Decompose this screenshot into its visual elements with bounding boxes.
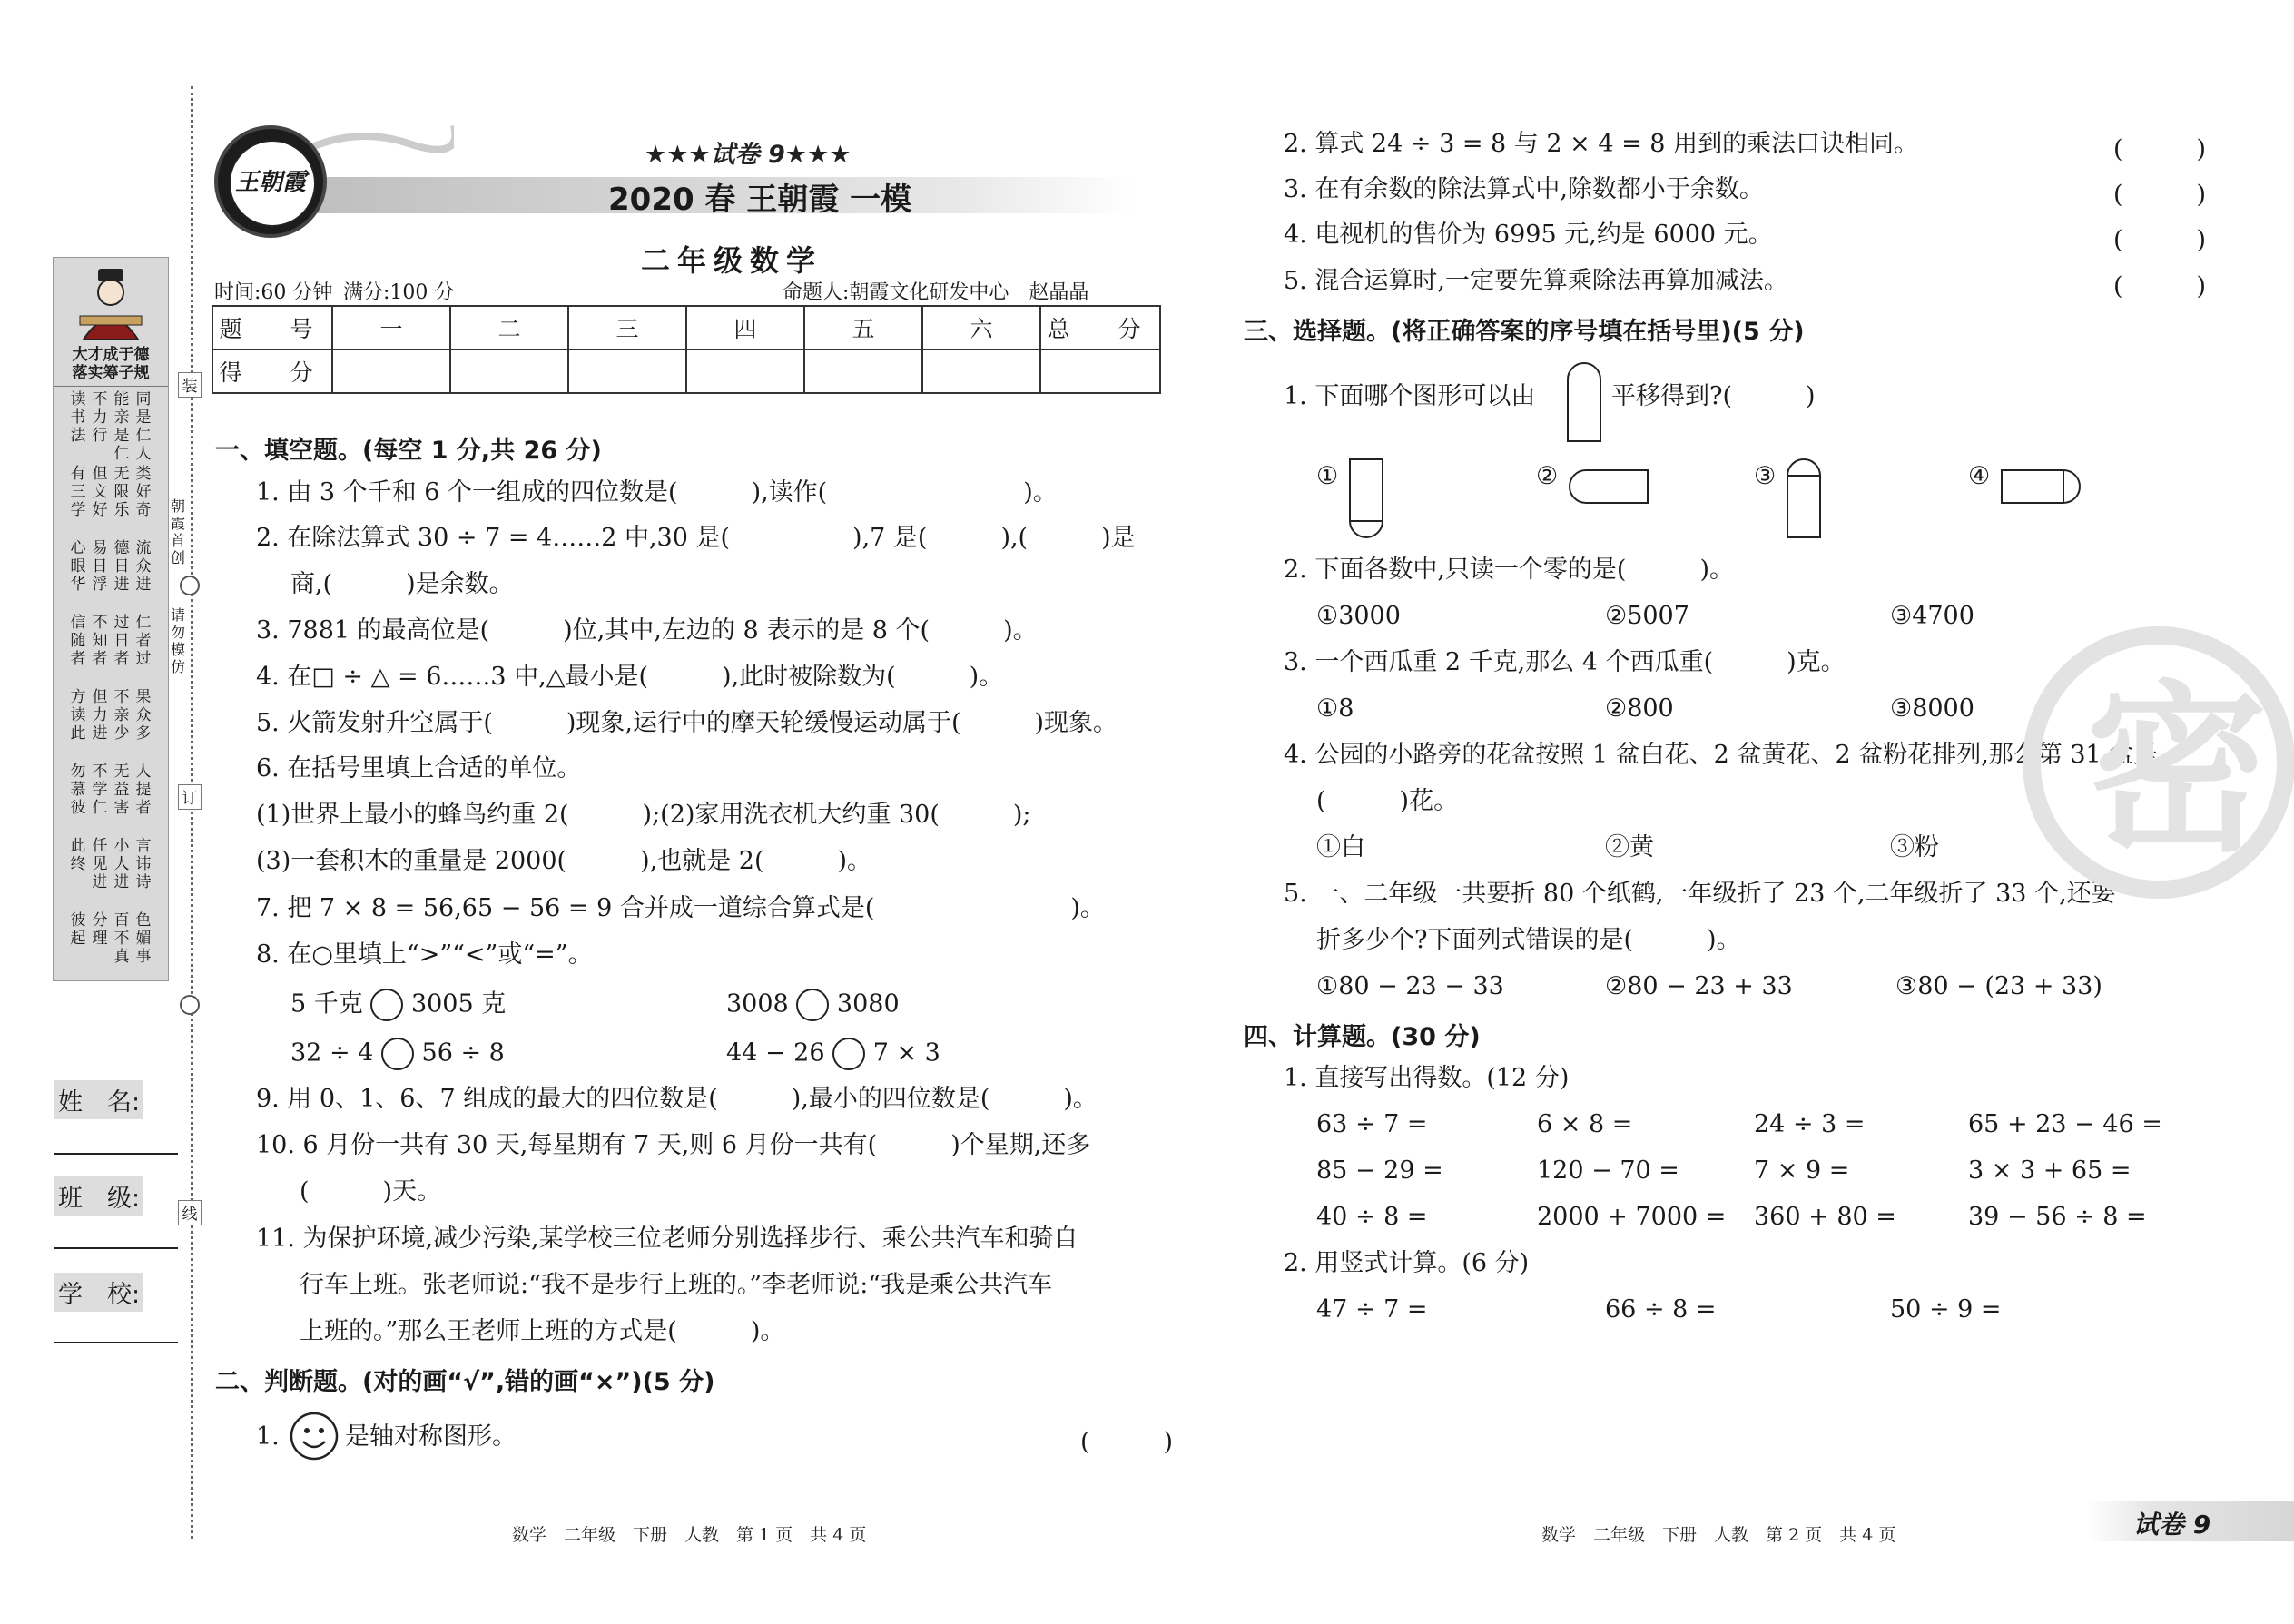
calc-item: 85 − 29 = [1316,1156,1443,1185]
footer-left: 数学 二年级 下册 人教 第 1 页 共 4 页 [512,1525,867,1545]
q2-1-num: 1. [256,1422,280,1451]
answer-paren[interactable]: ( ) [1080,1428,1174,1456]
footer-right: 数学 二年级 下册 人教 第 2 页 共 4 页 [1541,1525,1896,1545]
compare-2 [726,989,900,1021]
poem-column: 分理 [92,911,108,948]
name-line[interactable] [54,1153,178,1155]
score-header-cell: 三 [568,306,686,349]
sidebar-motto-bottom: 落实筹子规 [54,359,168,387]
q1-5: 5. 火箭发射升空属于( )现象,运行中的摩天轮缓慢运动属于( )现象。 [256,709,1118,737]
poem-column: 色媚事 [135,911,152,966]
answer-paren[interactable]: ( ) [2113,135,2207,163]
shape-reference [1566,361,1602,443]
calc-item: 3 × 3 + 65 = [1968,1156,2132,1185]
q3-2: 2. 下面各数中,只读一个零的是( )。 [1284,556,1734,584]
q4-1: 1. 直接写出得数。(12 分) [1284,1064,1570,1092]
poem-column: 百不真 [113,911,130,966]
q1-11a: 11. 为保护环境,减少污染,某学校三位老师分别选择步行、乘公共汽车和骑自 [256,1225,1078,1253]
poem-column: 流众进 [135,539,152,594]
compare-circle[interactable] [381,1038,414,1070]
poem-column: 勿慕彼 [70,763,86,817]
poem-column: 心眼华 [70,539,86,594]
sage-illustration [74,265,147,343]
shape-option-3[interactable] [1786,458,1822,539]
compare-circle[interactable] [832,1038,865,1070]
q1-11c: 上班的。”那么王老师上班的方式是( )。 [300,1317,785,1345]
section-2-title: 二、判断题。(对的画“√”,错的画“×”)(5 分) [215,1368,715,1396]
subject-title: 二年级数学 [641,243,823,278]
poem-column: 德日进 [113,539,130,594]
q3-2-opt: ①3000 [1316,602,1401,630]
q3-5-opt: ①80 − 23 − 33 [1316,972,1504,1000]
calc-item: 50 ÷ 9 = [1890,1295,2002,1324]
poem-column: 此终 [70,837,86,873]
calc-item: 120 − 70 = [1537,1156,1679,1185]
calc-item: 360 + 80 = [1754,1203,1896,1231]
score-header-cell: 题 号 [212,306,332,349]
poem-column: 但力进 [92,688,108,743]
score-header-cell: 一 [332,306,450,349]
poem-column: 能亲是仁 [113,390,130,463]
q1-4: 4. 在□ ÷ △ = 6……3 中,△最小是( ),此时被除数为( )。 [256,663,1004,691]
poem-column: 仁者过 [135,614,152,668]
score-cell[interactable] [686,349,804,393]
poem-column: 方读此 [70,688,86,743]
q2-3: 3. 在有余数的除法算式中,除数都小于余数。 [1284,175,1764,203]
q1-11b: 行车上班。张老师说:“我不是步行上班的。”李老师说:“我是乘公共汽车 [300,1271,1053,1299]
compare-3-right: 56 ÷ 8 [421,1038,505,1068]
sidebar-poem-columns [64,390,158,971]
score-header-cell: 四 [686,306,804,349]
calc-item: 65 + 23 − 46 = [1968,1110,2162,1138]
score-table-header-row [212,306,1160,349]
poem-column: 不学仁 [92,763,108,817]
class-line[interactable] [54,1247,178,1249]
poem-column: 过日者 [113,614,130,668]
q3-1-opt-3-label: ③ [1754,462,1777,490]
score-cell[interactable] [568,349,686,393]
watermark-text: 密 [2085,665,2268,877]
calc-item: 63 ÷ 7 = [1316,1110,1428,1138]
score-header-cell: 五 [804,306,922,349]
poem-column: 不知者 [92,614,108,668]
q1-10b: ( )天。 [300,1177,442,1206]
q3-5a: 5. 一、二年级一共要折 80 个纸鹤,一年级折了 23 个,二年级折了 33 个,还要 [1284,880,2116,908]
rings-1 [180,576,200,595]
score-header-cell: 二 [450,306,568,349]
poem-column: 无限乐 [113,465,130,519]
poem-column: 不力行 [92,390,108,445]
calc-item: 7 × 9 = [1754,1156,1850,1185]
poem-column: 但文好 [92,465,108,519]
q2-5: 5. 混合运算时,一定要先算乘除法再算加减法。 [1284,267,1788,295]
q3-3-opt: ①8 [1316,694,1354,723]
vertical-note-2: 请勿模仿 [171,606,186,675]
q1-6a: (1)世界上最小的蜂鸟约重 2( );(2)家用洗衣机大约重 30( ); [256,801,1031,829]
q3-4-opt: ①白 [1316,833,1365,861]
q3-1a: 1. 下面哪个图形可以由 [1284,382,1536,410]
name-label: 姓 名: [54,1080,143,1119]
poem-column: 任见进 [92,837,108,891]
q3-3-opt: ③8000 [1890,694,1974,723]
score-cell[interactable] [922,349,1040,393]
q4-2: 2. 用竖式计算。(6 分) [1284,1249,1530,1277]
secret-watermark [2023,626,2294,899]
calc-item: 6 × 8 = [1537,1110,1633,1138]
q3-2-opt: ②5007 [1605,602,1689,630]
answer-paren[interactable]: ( ) [2113,272,2207,300]
score-cell[interactable] [332,349,450,393]
compare-3 [290,1038,505,1070]
calc-item: 39 − 56 ÷ 8 = [1968,1203,2147,1231]
poem-column: 彼起 [70,911,86,948]
compare-4-left: 44 − 26 [726,1038,825,1068]
q1-10a: 10. 6 月份一共有 30 天,每星期有 7 天,则 6 月份一共有( )个星期,还多 [256,1131,1091,1159]
q3-5-opt: ③80 − (23 + 33) [1895,972,2102,1000]
cut-mark-2: 订 [178,784,202,810]
shape-option-4[interactable] [2000,468,2082,505]
poem-column: 人提者 [135,763,152,817]
q3-4-opt: ②黄 [1605,833,1654,861]
q3-1-opt-1-label: ① [1316,462,1339,490]
exam-time: 时间:60 分钟 [214,281,333,304]
q3-1-opt-4-label: ④ [1968,462,1991,490]
calc-item: 66 ÷ 8 = [1605,1295,1717,1324]
logo-seal [214,125,327,238]
score-row-label: 得 分 [212,349,332,393]
score-cell[interactable] [450,349,568,393]
q2-1: 是轴对称图形。 [345,1422,517,1451]
calc-item: 47 ÷ 7 = [1316,1295,1428,1324]
exam-title: 2020 春 王朝霞 一模 [608,182,912,218]
q3-3-opt: ②800 [1605,694,1674,723]
answer-paren[interactable]: ( ) [2113,181,2207,209]
shape-option-1[interactable] [1348,458,1384,539]
series-label: ★★★试卷 9★★★ [645,141,852,169]
school-label: 学 校: [54,1273,143,1312]
compare-4-right: 7 × 3 [872,1038,940,1068]
q1-3: 3. 7881 的最高位是( )位,其中,左边的 8 表示的是 8 个( )。 [256,616,1038,645]
q1-6: 6. 在括号里填上合适的单位。 [256,754,582,782]
cut-mark-1: 装 [178,372,202,398]
compare-1-left: 5 千克 [290,989,363,1019]
q2-2: 2. 算式 24 ÷ 3 = 8 与 2 × 4 = 8 用到的乘法口诀相同。 [1284,130,1919,158]
compare-circle[interactable] [370,989,403,1021]
q1-2b: 商,( )是余数。 [290,570,514,598]
q1-2a: 2. 在除法算式 30 ÷ 7 = 4……2 中,30 是( ),7 是( ),( )是 [256,524,1136,552]
binding-dotted-line [191,86,193,1539]
calc-item: 24 ÷ 3 = [1754,1110,1866,1138]
q1-7: 7. 把 7 × 8 = 56,65 − 56 = 9 合并成一道综合算式是( )。 [256,894,1105,922]
score-table [212,305,1161,394]
q3-4a: 4. 公园的小路旁的花盆按照 1 盆白花、2 盆黄花、2 盆粉花排列,那么第 31 盆是 [1284,741,2159,769]
poem-column: 同是仁人 [135,390,152,463]
smiley-face-icon [289,1411,340,1462]
compare-4 [726,1038,940,1070]
score-header-cell: 总 分 [1040,306,1160,349]
score-cell[interactable] [804,349,922,393]
calc-item: 2000 + 7000 = [1537,1203,1727,1231]
q3-4b: ( )花。 [1316,787,1459,815]
q3-5-opt: ②80 − 23 + 33 [1605,972,1793,1000]
vertical-note-1: 朝霞首创 [171,497,186,566]
exam-author: 命题人:朝霞文化研发中心 赵晶晶 [783,281,1089,304]
compare-2-left: 3008 [726,989,789,1019]
poem-column: 读书法 [70,390,86,445]
poem-column: 易日浮 [92,539,108,594]
q1-9: 9. 用 0、1、6、7 组成的最大的四位数是( ),最小的四位数是( )。 [256,1085,1098,1113]
compare-1-right: 3005 克 [410,989,507,1019]
compare-3-left: 32 ÷ 4 [290,1038,374,1068]
rings-2 [180,995,200,1015]
compare-circle[interactable] [796,989,829,1021]
poem-column: 言讳诗 [135,837,152,891]
q1-8: 8. 在○里填上“>”“<”或“=”。 [256,940,593,969]
q3-5b: 折多少个?下面列式错误的是( )。 [1316,926,1741,954]
class-label: 班 级: [54,1176,143,1216]
logo-text: 王朝霞 [234,169,306,196]
score-table-score-row [212,349,1160,393]
q1-6b: (3)一套积木的重量是 2000( ),也就是 2( )。 [256,847,872,875]
poem-column: 果众多 [135,688,152,743]
poem-column: 类好奇 [135,465,152,519]
section-4-title: 四、计算题。(30 分) [1244,1023,1481,1051]
poem-column: 不亲少 [113,688,130,743]
answer-paren[interactable]: ( ) [2113,226,2207,254]
q1-1: 1. 由 3 个千和 6 个一组成的四位数是( ),读作( )。 [256,478,1058,507]
q3-1-opt-2-label: ② [1536,462,1559,490]
score-cell[interactable] [1040,349,1160,393]
q2-4: 4. 电视机的售价为 6995 元,约是 6000 元。 [1284,221,1773,249]
shape-option-2[interactable] [1568,468,1649,505]
section-1-title: 一、填空题。(每空 1 分,共 26 分) [215,437,602,465]
sidebar-motto-top: 大才成于德 [72,346,150,364]
q3-1b: 平移得到?( ) [1611,382,1816,410]
q3-4-opt: ③粉 [1890,833,1939,861]
poem-column: 无益害 [113,763,130,817]
school-line[interactable] [54,1342,178,1343]
score-header-cell: 六 [922,306,1040,349]
poem-column: 小人进 [113,837,130,891]
exam-full-score: 满分:100 分 [343,281,455,304]
q3-3: 3. 一个西瓜重 2 千克,那么 4 个西瓜重( )克。 [1284,648,1846,676]
q3-2-opt: ③4700 [1890,602,1974,630]
poem-column: 有三学 [70,465,86,519]
footer-tab-label: 试卷 9 [2133,1510,2211,1540]
poem-column: 信随者 [70,614,86,668]
compare-1 [290,989,506,1021]
compare-2-right: 3080 [836,989,900,1019]
cut-mark-3: 线 [178,1200,202,1225]
calc-item: 40 ÷ 8 = [1316,1203,1428,1231]
section-3-title: 三、选择题。(将正确答案的序号填在括号里)(5 分) [1244,318,1805,346]
